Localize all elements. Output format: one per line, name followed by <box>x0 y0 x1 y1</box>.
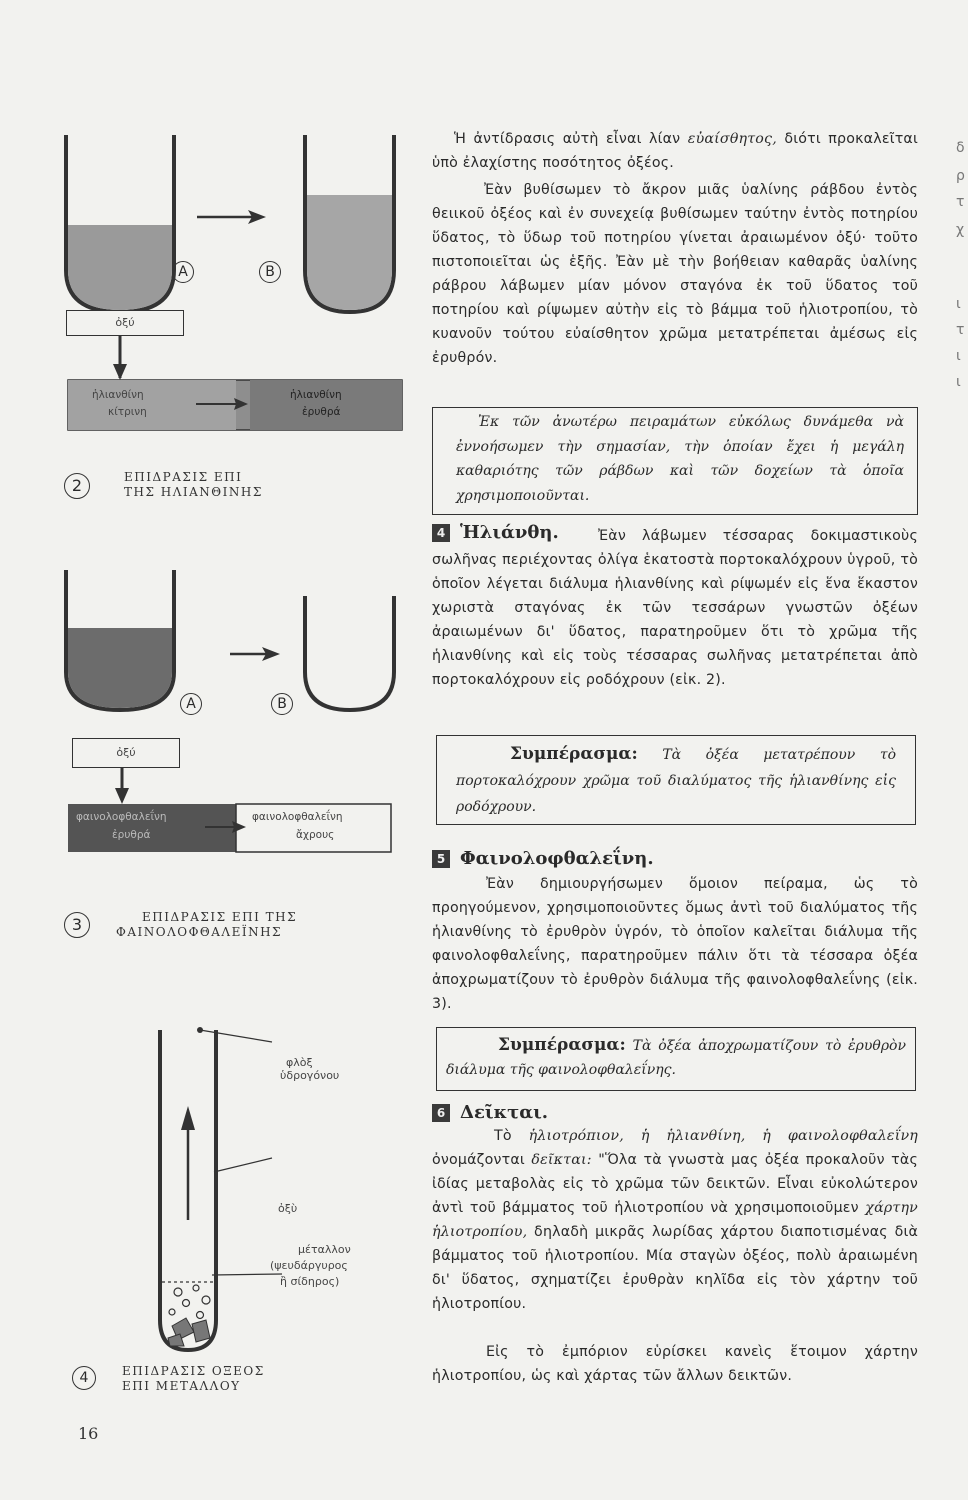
metal-line3: ἢ σίδηρος) <box>280 1275 340 1288</box>
edge-letter: ρ <box>956 168 965 184</box>
caption-line1: ΕΠΙΔΡΑΣΙΣ ΟΞΕΟΣ <box>122 1364 265 1378</box>
section-4-number: 4 <box>432 524 450 542</box>
flame-line1: φλὸξ <box>286 1056 313 1069</box>
edge-letter: δ <box>956 140 965 156</box>
section-4-body: Ἐὰν λάβωμεν τέσσαρας δοκιμαστικοὺς σωλῆνας περιέχοντας ὀλίγα ἑκατοστὰ πορτοκαλόχρουν ὑγροῦ, τὸ ὁποῖον λέγεται διάλυμα ἡλιανθίνης καὶ ρίψωμέν εἰς ἕνα ἕκαστον χωριστὰ σταγόνας ἐκ τῶν τεσσάρων γνωστῶν ὀξέων ἀραιωμένων δι' ὕδατος, παρατηροῦμεν ὅτι τὸ χρῶμα τῆς ἡλιανθίνης καὶ εἰς τοὺς τέσσαρας σωλῆνας μετατρέπεται ἀπὸ πορτοκαλόχρουν εἰς ροδόχρουν (εἰκ. 2). <box>432 528 918 688</box>
conclusion-2-text <box>446 1033 906 1082</box>
paragraph-1 <box>432 127 918 175</box>
figure-2 <box>0 0 430 520</box>
edge-letter: χ <box>956 222 965 238</box>
caption-line2: ΕΠΙ ΜΕΤΑΛΛΟΥ <box>122 1379 241 1393</box>
conclusion-1-statement: Τὰ ὀξέα μετατρέπουν τὸ πορτοκαλόχρουν χρῶμα τοῦ διαλύματος τῆς ἡλιανθίνης εἰς ροδόχρουν. <box>456 747 896 815</box>
acid-label: ὀξὺ <box>278 1202 298 1215</box>
s6-italic-1: ἡλιοτρόπιον, ἡ ἡλιανθίνη, ἡ φαινολοφθαλεΐνη <box>528 1128 918 1144</box>
s6-italic-3: χάρτην ἡλιοτροπίου, <box>432 1200 918 1240</box>
figure-3-drawing <box>0 560 430 940</box>
figure-caption <box>116 910 297 940</box>
figure-number: 3 <box>64 912 90 938</box>
bar-left-line2: κίτρινη <box>108 406 147 418</box>
metal-line1: μέταλλον <box>298 1243 351 1256</box>
conclusion-2-label: Συμπέρασμα: <box>498 1035 626 1055</box>
bar-right-line1: ἡλιανθίνη <box>290 389 342 401</box>
label-a: A <box>180 693 202 715</box>
edge-letter: ι <box>956 374 961 390</box>
page-number: 16 <box>78 1424 99 1443</box>
caption-line2: ΤΗΣ ΗΛΙΑΝΘΙΝΗΣ <box>124 485 263 499</box>
bar-left-line2: ἐρυθρά <box>112 829 151 841</box>
s6-b: ὀνομάζονται <box>432 1152 532 1168</box>
section-5-number: 5 <box>432 850 450 868</box>
caption-line2: ΦΑΙΝΟΛΟΦΘΑΛΕΪΝΗΣ <box>116 925 283 939</box>
last-paragraph: Εἰς τὸ ἐμπόριον εὑρίσκει κανεὶς ἕτοιμον χάρτην ἡλιοτροπίου, ὡς καὶ χάρτας τῶν ἄλλων δεικτῶν. <box>432 1344 918 1384</box>
p1-start: Ἡ ἀντίδρασις αὐτὴ εἶναι λίαν <box>454 131 688 147</box>
bar-right-line2: ἄχρους <box>296 829 335 841</box>
bar-right-line2: ἐρυθρά <box>302 406 341 418</box>
label-b: B <box>259 261 281 283</box>
figure-4 <box>0 1020 430 1400</box>
section-5-title: Φαινολοφθαλεΐνη. <box>460 848 654 869</box>
metal-line2: (ψευδάργυρος <box>270 1259 348 1272</box>
s6-a: Τὸ <box>494 1128 529 1144</box>
conclusion-2-statement: Τὰ ὀξέα ἀποχρωματίζουν τὸ ἐρυθρὸν διάλυμα τῆς φαινολοφθαλεΐνης. <box>446 1038 906 1078</box>
conclusion-1-text <box>456 741 896 820</box>
edge-letter: τ <box>956 194 965 210</box>
figure-number: 4 <box>72 1366 96 1390</box>
s6-d: δηλαδὴ μικρᾶς λωρίδας χάρτου διαποτισμένας διὰ βάμματος τοῦ ἡλιοτροπίου. Μία σταγὼν ὀξέος, πολὺ ἀραιωμένη δι' ὕδατος, σχηματίζει ἐρυθρὰν κηλῖδα εἰς τὸν χάρτην τοῦ ἡλιοτροπίου. <box>432 1224 918 1312</box>
section-6-title: Δεῖκται. <box>460 1102 549 1123</box>
metal-label <box>270 1242 351 1290</box>
edge-letter: τ <box>956 322 965 338</box>
label-a: A <box>172 261 194 283</box>
caption-line1: ΕΠΙΔΡΑΣΙΣ ΕΠΙ <box>124 470 243 484</box>
section-5-heading <box>432 848 654 869</box>
paragraph-2: Ἐὰν βυθίσωμεν τὸ ἄκρον μιᾶς ὑαλίνης ράβδου ἐντὸς θειικοῦ ὀξέος καὶ ἐν συνεχείᾳ βυθίσωμεν ταύτην ἐντὸς ποτηρίου ὕδατος, τὸ ὕδωρ τοῦ ποτηρίου γίνεται ἀραιωμένον ὀξύ· τοῦτο πιστοποιεῖται ὡς ἑξῆς. Ἐὰν μὲ τὴν βοήθειαν καθαρᾶς ὑαλίνης ράβρου λάβωμεν μίαν μόνον σταγόνα ἐκ τοῦ ὕδατος τοῦ ποτηρίου καὶ ρίψωμεν αὐτὴν εἰς τὸ βάμμα τοῦ ἡλιοτροπίου, τὸ κυανοῦν τούτου εὐαίσθητον χρῶμα μετατρέπεται ἀμέσως εἰς ἐρυθρόν. <box>432 182 918 366</box>
section-6-number: 6 <box>432 1104 450 1122</box>
bar-right-line1: φαινολοφθαλεΐνη <box>252 811 343 823</box>
figure-caption <box>124 470 263 500</box>
conclusion-1-label: Συμπέρασμα: <box>510 744 638 764</box>
caption-line1: ΕΠΙΔΡΑΣΙΣ ΕΠΙ ΤΗΣ <box>142 910 298 924</box>
note-box-text: Ἐκ τῶν ἀνωτέρω πειραμάτων εὐκόλως δυνάμεθα νὰ ἐννοήσωμεν τὴν σημασίαν, τὴν ὁποίαν ἔχει ἡ μεγάλη καθαριότης τῶν ράβδων καὶ τῶν δοχείων τὰ ὁποῖα χρησιμοποιοῦνται. <box>456 414 904 504</box>
section-6-heading <box>432 1102 548 1123</box>
bar-left-line1: φαινολοφθαλεΐνη <box>76 811 167 823</box>
p1-italic: εὐαίσθητος, <box>687 131 777 147</box>
edge-letter: ι <box>956 348 961 364</box>
acid-box: ὀξύ <box>66 310 184 336</box>
label-b: B <box>271 693 293 715</box>
section-6-body <box>432 1124 918 1316</box>
flame-label <box>280 1056 339 1082</box>
s6-italic-2: δεῖκται: <box>531 1152 592 1168</box>
p1-end: διότι προκαλεῖται ὑπὸ ἐλαχίστης ποσότητος ὀξέος. <box>432 131 918 171</box>
s6-c: "Ὅλα τὰ γνωστὰ μας ὀξέα προκαλοῦν τὰς ἰδίας μεταβολὰς εἰς τὸ χρῶμα τῶν δεικτῶν. Εἶναι εὐκολώτερον ἀντὶ τοῦ βάμματος τοῦ ἡλιοτροπίου νὰ χρησιμοποιοῦμεν <box>432 1152 918 1216</box>
bar-left-line1: ἡλιανθίνη <box>92 389 144 401</box>
acid-box: ὀξύ <box>72 738 180 768</box>
figure-3 <box>0 560 430 940</box>
figure-caption <box>122 1364 265 1394</box>
section-4-title: Ἡλιάνθη. <box>460 522 559 543</box>
edge-letter: ι <box>956 296 961 312</box>
figure-number: 2 <box>64 473 90 499</box>
figure-2-drawing <box>0 0 430 520</box>
section-5-body: Ἐὰν δημιουργήσωμεν ὅμοιον πείραμα, ὡς τὸ προηγούμενον, χρησιμοποιοῦντες ὅμως ἀντὶ τοῦ διαλύματος τῆς ἡλιανθίνης τὸ ἐρυθρὸν ὑγρόν, τὸ ὁποῖον καλεῖται διάλυμα τῆς φαινολοφθαλεΐνης, παρατηροῦμεν πάλιν ὅτι τὰ τέσσαρα ὀξέα ἀποχρωματίζουν τὸ ἐρυθρὸν διάλυμα τῆς φαινολοφθαλεΐνης (εἰκ. 3). <box>432 876 918 1012</box>
flame-line2: ὑδρογόνου <box>280 1069 340 1082</box>
figure-4-drawing <box>0 1020 430 1400</box>
